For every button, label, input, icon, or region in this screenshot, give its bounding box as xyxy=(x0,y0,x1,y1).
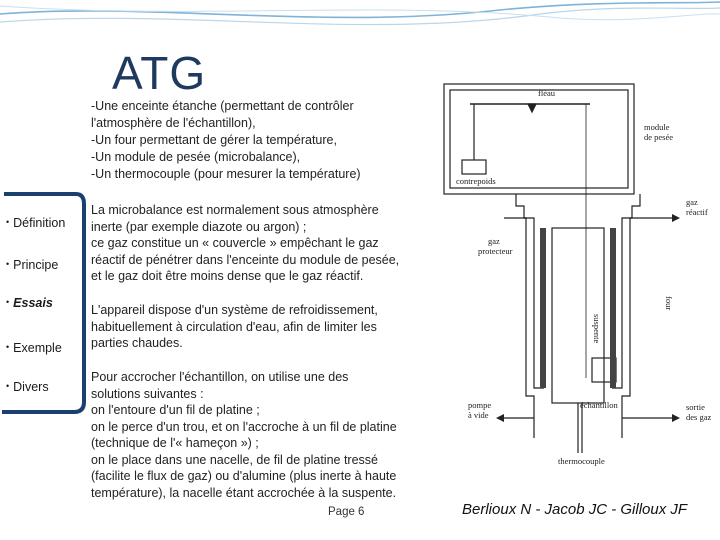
paragraph-line: parties chaudes. xyxy=(91,336,183,350)
label-module: module xyxy=(644,122,670,132)
label-pompe: à vide xyxy=(468,410,489,420)
beam-pivot xyxy=(528,104,536,112)
paragraph-line: habituellement à circulation d'eau, afin de limiter les xyxy=(91,319,377,334)
label-sortie-gaz: sortie xyxy=(686,402,705,412)
header-swoosh-decoration xyxy=(0,0,720,60)
label-suspente: suspente xyxy=(592,314,602,344)
label-thermocouple: thermocouple xyxy=(558,456,605,466)
bullet-icon: • xyxy=(6,381,10,391)
paragraph-line: et le gaz doit être moins dense que le gaz réactif. xyxy=(91,269,364,283)
page-number: Page 6 xyxy=(328,506,365,518)
paragraph-line: température), la nacelle étant accrochée à la suspente. xyxy=(91,485,397,500)
bullet-icon: • xyxy=(6,259,10,269)
paragraph-line: on le place dans une nacelle, de fil de platine tressé xyxy=(91,452,378,467)
label-gaz-reactif: réactif xyxy=(686,207,708,217)
paragraph-line: Pour accrocher l'échantillon, on utilise une des xyxy=(91,370,349,384)
slide-title: ATG xyxy=(112,47,207,99)
paragraph-line: inerte (par exemple diazote ou argon) ; xyxy=(91,219,307,234)
label-sortie-gaz: des gaz xyxy=(686,412,712,422)
label-pompe: pompe xyxy=(468,400,492,410)
nav-item-divers[interactable] xyxy=(6,380,49,394)
paragraph-line: ce gaz constitue un « couvercle » empêchant le gaz xyxy=(91,236,379,250)
arrow-icon xyxy=(672,214,680,222)
paragraph-echantillon xyxy=(91,369,443,501)
label-fleau: fléau xyxy=(538,88,555,98)
label-gaz-reactif: gaz xyxy=(686,197,698,207)
paragraph-line: on le perce d'un trou, et on l'accroche à un fil de platine xyxy=(91,419,397,434)
paragraph-line: La microbalance est normalement sous atmosphère xyxy=(91,203,379,217)
bullet-icon: • xyxy=(6,217,10,227)
nav-item-label: Divers xyxy=(13,380,49,394)
paragraph-line: (facilite le flux de gaz) ou d'alumine (plus inerte à haute xyxy=(91,469,397,483)
arrow-icon xyxy=(496,414,504,422)
label-gaz-protecteur: gaz xyxy=(488,236,500,246)
nav-item-exemple[interactable] xyxy=(6,341,62,355)
intro-line: l'atmosphère de l'échantillon), xyxy=(91,116,256,130)
intro-line: -Une enceinte étanche (permettant de contrôler xyxy=(91,99,354,113)
nav-item-label: Définition xyxy=(13,216,66,230)
label-echantillon: échantillon xyxy=(580,400,618,410)
paragraph-line: solutions suivantes : xyxy=(91,386,204,401)
label-de-pesee: de pesée xyxy=(644,132,674,142)
heating-element-right xyxy=(610,228,616,388)
intro-list xyxy=(91,98,436,183)
paragraph-line: (technique de l'« hameçon ») ; xyxy=(91,436,259,450)
nav-item-principe[interactable] xyxy=(6,258,58,272)
nav-item-essais[interactable] xyxy=(6,296,53,310)
label-contrepoids: contrepoids xyxy=(456,176,496,186)
label-gaz-protecteur: protecteur xyxy=(478,246,513,256)
label-four: four xyxy=(664,296,674,311)
counterweight-shape xyxy=(462,160,486,174)
paragraph-line: réactif de pénétrer dans l'enceinte du module de pesée, xyxy=(91,252,400,267)
nav-item-definition[interactable] xyxy=(6,216,65,230)
paragraph-line: on l'entoure d'un fil de platine ; xyxy=(91,403,260,417)
paragraph-refroidissement xyxy=(91,302,443,352)
nav-item-label: Essais xyxy=(13,296,53,310)
nav-item-label: Exemple xyxy=(13,341,62,355)
heating-element-left xyxy=(540,228,546,388)
credits: Berlioux N - Jacob JC - Gilloux JF xyxy=(462,501,688,518)
intro-line: -Un module de pesée (microbalance), xyxy=(91,150,301,164)
paragraph-microbalance xyxy=(91,202,443,285)
atg-apparatus-diagram xyxy=(440,78,716,488)
furnace-tube-left-outer xyxy=(516,194,534,438)
bullet-icon: • xyxy=(6,342,10,352)
intro-line: -Un thermocouple (pour mesurer la température) xyxy=(91,167,361,181)
furnace-tube-right-outer xyxy=(622,194,640,438)
arrow-icon xyxy=(672,414,680,422)
paragraph-line: L'appareil dispose d'un système de refroidissement, xyxy=(91,303,378,317)
bullet-icon: • xyxy=(6,297,10,307)
nav-item-label: Principe xyxy=(13,258,59,272)
intro-line: -Un four permettant de gérer la température, xyxy=(91,133,337,147)
